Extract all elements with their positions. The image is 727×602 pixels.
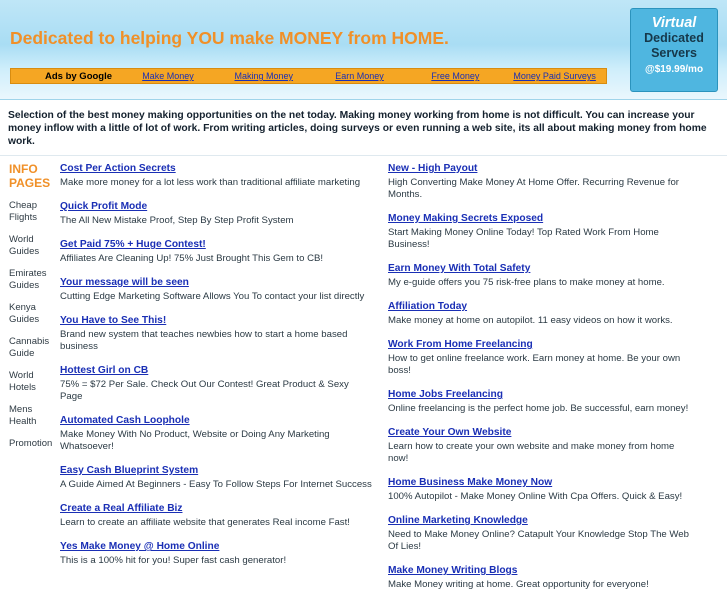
listing-description: Need to Make Money Online? Catapult Your Knowledge Stop The Web Of Lies! (388, 529, 689, 552)
listing-description: Make Money With No Product, Website or Doing Any Marketing Whatsoever! (60, 429, 330, 452)
list-item[interactable] (60, 464, 372, 491)
listing-description: This is a 100% hit for you! Super fast cash generator! (60, 555, 287, 566)
ad-link-free-money[interactable]: Free Money (431, 71, 480, 81)
banner-price: @$19.99/mo (644, 64, 704, 75)
page-header (0, 0, 727, 100)
listing-description: Make more money for a lot less work than traditional affiliate marketing (60, 177, 361, 188)
ad-link-money-paid-surveys[interactable]: Money Paid Surveys (513, 71, 596, 81)
listing-title[interactable]: Home Jobs Freelancing (388, 389, 503, 400)
list-item[interactable] (388, 388, 692, 415)
listing-description: Cutting Edge Marketing Software Allows You To contact your list directly (60, 291, 365, 302)
listing-title[interactable]: Automated Cash Loophole (60, 415, 190, 426)
page-body (0, 156, 727, 602)
list-item[interactable] (60, 276, 372, 303)
sidebar-item-world-hotels[interactable]: World Hotels (9, 370, 36, 393)
ads-by-google-label: Ads by Google (45, 70, 113, 82)
intro-paragraph: Selection of the best money making opportunities on the net today. Making money working from home is not difficult. You can increase your money inflow with a little of lot of work. From writing articles, doing surveys or even running a web site, its all about making money from home work. (0, 100, 727, 156)
listing-description: Start Making Money Online Today! Top Rated Work From Home Business! (388, 227, 659, 250)
list-item[interactable] (60, 540, 372, 567)
listing-description: My e-guide offers you 75 risk-free plans to make money at home. (388, 277, 665, 288)
listing-title[interactable]: Get Paid 75% + Huge Contest! (60, 239, 206, 250)
listing-description: Learn to create an affiliate website that generates Real income Fast! (60, 517, 350, 528)
sidebar-item-kenya-guides[interactable]: Kenya Guides (9, 302, 40, 325)
list-item[interactable] (60, 314, 372, 353)
listing-title[interactable]: You Have to See This! (60, 315, 167, 326)
listing-description: Brand new system that teaches newbies how to start a home based business (60, 329, 348, 352)
banner-line-3: Servers (651, 46, 697, 60)
listing-description: The All New Mistake Proof, Step By Step Profit System (60, 215, 294, 226)
listing-description: Learn how to create your own website and make money from home now! (388, 441, 675, 464)
listing-title[interactable]: Yes Make Money @ Home Online (60, 541, 220, 552)
listing-column-right (380, 162, 700, 602)
page-title: Dedicated to helping YOU make MONEY from HOME. (10, 28, 449, 48)
list-item[interactable] (388, 476, 692, 503)
listing-title[interactable]: Earn Money With Total Safety (388, 263, 531, 274)
ad-link-make-money[interactable]: Make Money (142, 71, 194, 81)
list-item[interactable] (60, 414, 372, 453)
listing-title[interactable]: Home Business Make Money Now (388, 477, 553, 488)
listing-title[interactable]: Make Money Writing Blogs (388, 565, 518, 576)
listing-description: Online freelancing is the perfect home job. Be successful, earn money! (388, 403, 689, 414)
sidebar-title: INFO PAGES (9, 162, 51, 190)
listing-title[interactable]: Cost Per Action Secrets (60, 163, 176, 174)
listing-title[interactable]: Create a Real Affiliate Biz (60, 503, 183, 514)
listing-description: 75% = $72 Per Sale. Check Out Our Contest! Great Product & Sexy Page (60, 379, 349, 402)
sidebar-item-mens-health[interactable]: Mens Health (9, 404, 37, 427)
listing-description: 100% Autopilot - Make Money Online With Cpa Offers. Quick & Easy! (388, 491, 683, 502)
list-item[interactable] (60, 364, 372, 403)
list-item[interactable] (388, 262, 692, 289)
listing-description: How to get online freelance work. Earn money at home. Be your own boss! (388, 353, 681, 376)
listing-title[interactable]: Hottest Girl on CB (60, 365, 149, 376)
list-item[interactable] (60, 502, 372, 529)
listing-description: Make Money writing at home. Great opportunity for everyone! (388, 579, 649, 590)
sidebar-item-promotion[interactable]: Promotion (9, 438, 53, 449)
list-item[interactable] (388, 162, 692, 201)
list-item[interactable] (388, 514, 692, 553)
sidebar-item-emirates-guides[interactable]: Emirates Guides (9, 268, 47, 291)
banner-line-2: Dedicated (644, 31, 704, 45)
sidebar-item-world-guides[interactable]: World Guides (9, 234, 40, 257)
sidebar-item-cannabis-guide[interactable]: Cannabis Guide (9, 336, 50, 359)
listing-title[interactable]: Create Your Own Website (388, 427, 512, 438)
list-item[interactable] (388, 212, 692, 251)
listing-description: High Converting Make Money At Home Offer. Recurring Revenue for Months. (388, 177, 679, 200)
listing-columns (60, 156, 727, 602)
listing-title[interactable]: Affiliation Today (388, 301, 468, 312)
listing-title[interactable]: Easy Cash Blueprint System (60, 465, 199, 476)
ad-link-earn-money[interactable]: Earn Money (335, 71, 384, 81)
list-item[interactable] (388, 564, 692, 591)
listing-column-left (60, 162, 380, 602)
listing-title[interactable]: Quick Profit Mode (60, 201, 148, 212)
listing-title[interactable]: Your message will be seen (60, 277, 189, 288)
listing-title[interactable]: Work From Home Freelancing (388, 339, 533, 350)
google-ads-bar (10, 68, 607, 84)
list-item[interactable] (388, 426, 692, 465)
sidebar-item-cheap-flights[interactable]: Cheap Flights (9, 200, 37, 223)
listing-title[interactable]: Online Marketing Knowledge (388, 515, 528, 526)
ad-link-making-money[interactable]: Making Money (234, 71, 294, 81)
list-item[interactable] (388, 300, 692, 327)
listing-description: Make money at home on autopilot. 11 easy videos on how it works. (388, 315, 673, 326)
virtual-dedicated-servers-banner[interactable] (630, 8, 718, 92)
listing-description: Affiliates Are Cleaning Up! 75% Just Brought This Gem to CB! (60, 253, 324, 264)
listing-title[interactable]: New - High Payout (388, 163, 478, 174)
list-item[interactable] (60, 162, 372, 189)
listing-description: A Guide Aimed At Beginners - Easy To Follow Steps For Internet Success (60, 479, 372, 490)
list-item[interactable] (60, 200, 372, 227)
banner-line-1: Virtual (651, 15, 697, 31)
sidebar (0, 156, 60, 461)
listing-title[interactable]: Money Making Secrets Exposed (388, 213, 544, 224)
list-item[interactable] (60, 238, 372, 265)
list-item[interactable] (388, 338, 692, 377)
